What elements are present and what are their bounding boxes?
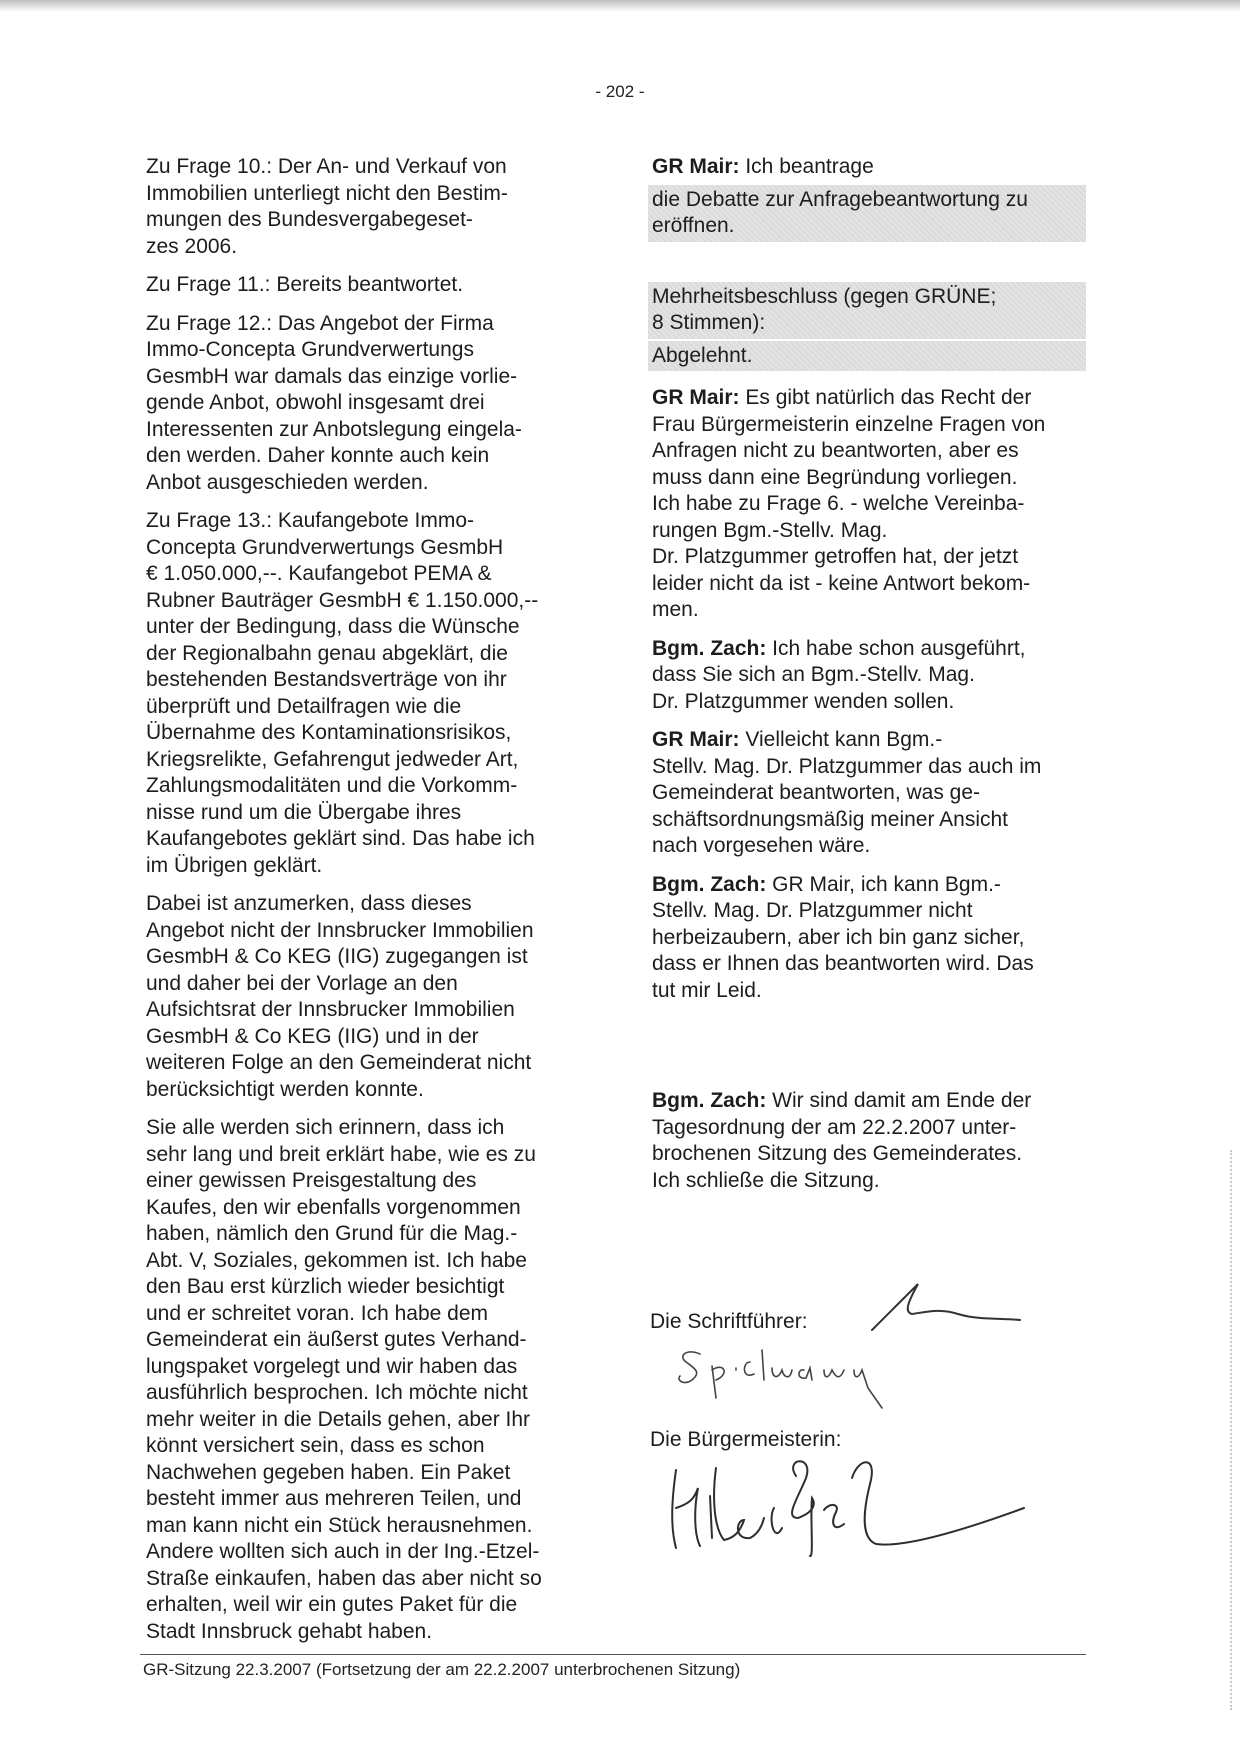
speeches xyxy=(652,385,1092,1004)
speaker-label: Bgm. Zach: xyxy=(652,872,767,896)
text-line: erhalten, weil wir ein gutes Paket für die xyxy=(146,1593,518,1616)
text-line: und daher bei der Vorlage an den xyxy=(146,971,458,995)
vote-box xyxy=(648,282,1086,339)
speech-text: Wir sind damit am Ende der xyxy=(766,1089,1032,1112)
text-line: Andere wollten sich auch in der Ing.-Etzel- xyxy=(146,1540,540,1563)
text-line: einer gewissen Preisgestaltung des xyxy=(146,1169,477,1192)
text-line: zes 2006. xyxy=(146,234,238,258)
text-line: nach vorgesehen wäre. xyxy=(652,834,871,857)
speech-text: Vielleicht kann Bgm.- xyxy=(739,728,943,751)
text-line: Gemeinderat beantworten, was ge- xyxy=(652,781,981,804)
text-line: GesmbH & Co KEG (IIG) zugegangen ist xyxy=(146,945,528,968)
mayor-signature xyxy=(664,1448,1054,1558)
left-column xyxy=(146,154,576,1657)
motion-text-box xyxy=(648,185,1086,242)
text-line: GesmbH war damals das einzige vorlie- xyxy=(146,364,518,388)
text-line: schäftsordnungsmäßig meiner Ansicht xyxy=(652,807,1009,831)
text-line: Tagesordnung der am 22.2.2007 unter- xyxy=(652,1115,1017,1139)
text-line: Frau Bürgermeisterin einzelne Fragen von xyxy=(652,412,1046,436)
motion-intro xyxy=(652,154,1092,181)
motion-first-line: Ich beantrage xyxy=(739,155,874,178)
text-line: Stellv. Mag. Dr. Platzgummer das auch im xyxy=(652,754,1042,778)
text-line: Übernahme des Kontaminationsrisikos, xyxy=(146,721,512,744)
speech-paragraph xyxy=(652,872,1092,1005)
text-line: Zahlungsmodalitäten und die Vorkomm- xyxy=(146,774,518,797)
text-line: Anbot ausgeschieden werden. xyxy=(146,470,429,494)
text-line: und er schreitet voran. Ich habe dem xyxy=(146,1301,489,1325)
text-line: Stellv. Mag. Dr. Platzgummer nicht xyxy=(652,899,973,922)
recorder-initial-signature xyxy=(868,1278,1028,1338)
vote-line: Mehrheitsbeschluss (gegen GRÜNE; xyxy=(652,284,997,308)
text-line: Angebot nicht der Innsbrucker Immobilien xyxy=(146,918,534,942)
text-line: im Übrigen geklärt. xyxy=(146,853,323,877)
text-line: Gemeinderat ein äußerst gutes Verhand- xyxy=(146,1328,527,1351)
page-number: - 202 - xyxy=(595,82,645,101)
text-line: Immo-Concepta Grundverwertungs xyxy=(146,338,474,361)
speech-first-line xyxy=(652,727,1092,754)
scan-edge-top xyxy=(0,0,1240,12)
text-line: Dr. Platzgummer wenden sollen. xyxy=(652,689,955,713)
text-line: bestehenden Bestandsverträge von ihr xyxy=(146,668,507,691)
text-line: Kaufangebotes geklärt sind. Das habe ich xyxy=(146,827,535,850)
recorder-signature xyxy=(672,1340,932,1410)
speaker-label: Bgm. Zach: xyxy=(652,1089,767,1112)
speaker-label: Bgm. Zach: xyxy=(652,636,767,660)
speech-text: GR Mair, ich kann Bgm.- xyxy=(766,872,1001,896)
text-line: Sie alle werden sich erinnern, dass ich xyxy=(146,1116,505,1139)
speaker-label: GR Mair: xyxy=(652,155,740,178)
text-line: muss dann eine Begründung vorliegen. xyxy=(652,465,1018,489)
text-line: berücksichtigt werden konnte. xyxy=(146,1077,424,1101)
scan-edge-right xyxy=(1230,1150,1234,1710)
text-line: den werden. Daher konnte auch kein xyxy=(146,444,490,467)
recorder-label: Die Schriftführer: xyxy=(650,1310,808,1333)
text-line: nisse rund um die Übergabe ihres xyxy=(146,800,462,824)
speech-text: Es gibt natürlich das Recht der xyxy=(739,386,1032,409)
text-line: Stadt Innsbruck gehabt haben. xyxy=(146,1619,433,1643)
text-line: gende Anbot, obwohl insgesamt drei xyxy=(146,391,485,414)
speech-first-line xyxy=(652,872,1092,899)
text-line: Anfragen nicht zu beantworten, aber es xyxy=(652,439,1019,462)
text-line: sehr lang und breit erklärt habe, wie es zu xyxy=(146,1142,536,1166)
text-line: Straße einkaufen, haben das aber nicht so xyxy=(146,1566,542,1590)
text-line: men. xyxy=(652,598,699,621)
speech-paragraph xyxy=(652,727,1092,860)
text-line: der Regionalbahn genau abgeklärt, die xyxy=(146,641,508,665)
text-line: Zu Frage 10.: Der An- und Verkauf von xyxy=(146,155,507,178)
text-line: besteht immer aus mehreren Teilen, und xyxy=(146,1487,522,1510)
text-line: man kann nicht ein Stück herausnehmen. xyxy=(146,1513,533,1537)
mayor-label: Die Bürgermeisterin: xyxy=(650,1428,842,1451)
text-line: weiteren Folge an den Gemeinderat nicht xyxy=(146,1051,532,1074)
text-line: Abt. V, Soziales, gekommen ist. Ich habe xyxy=(146,1248,527,1272)
text-line: brochenen Sitzung des Gemeinderates. xyxy=(652,1142,1023,1165)
speech-first-line xyxy=(652,1088,1092,1115)
paragraph-anmerkung xyxy=(146,891,576,1103)
text-line: herbeizaubern, aber ich bin ganz sicher, xyxy=(652,925,1025,949)
paragraph-frage-12 xyxy=(146,311,576,497)
text-line: dass er Ihnen das beantworten wird. Das xyxy=(652,952,1034,975)
vote-line: 8 Stimmen): xyxy=(652,311,766,334)
text-line: leider nicht da ist - keine Antwort bekom- xyxy=(652,571,1031,595)
text-line: lungspaket vorgelegt und wir haben das xyxy=(146,1354,518,1378)
text-line: den Bau erst kürzlich wieder besichtigt xyxy=(146,1275,505,1298)
text-line: Dabei ist anzumerken, dass dieses xyxy=(146,892,472,915)
text-line: tut mir Leid. xyxy=(652,978,762,1002)
closing-statement xyxy=(652,1088,1092,1194)
text-line: GesmbH & Co KEG (IIG) und in der xyxy=(146,1024,479,1048)
text-line: Kriegsrelikte, Gefahrengut jedweder Art, xyxy=(146,747,519,771)
motion-line: eröffnen. xyxy=(652,214,735,237)
text-line: Zu Frage 13.: Kaufangebote Immo- xyxy=(146,509,475,532)
vote-result: Abgelehnt. xyxy=(652,343,753,367)
text-line: dass Sie sich an Bgm.-Stellv. Mag. xyxy=(652,663,975,686)
speech-paragraph xyxy=(652,636,1092,716)
text-line: mehr weiter in die Details gehen, aber Ihr xyxy=(146,1407,531,1431)
text-line: Ich habe zu Frage 6. - welche Vereinba- xyxy=(652,492,1025,515)
text-line: Dr. Platzgummer getroffen hat, der jetzt xyxy=(652,545,1019,568)
result-box xyxy=(648,341,1086,372)
text-line: rungen Bgm.-Stellv. Mag. xyxy=(652,518,888,542)
text-line: Zu Frage 11.: Bereits beantwortet. xyxy=(146,273,464,296)
text-line: Immobilien unterliegt nicht den Bestim- xyxy=(146,181,508,205)
text-line: Zu Frage 12.: Das Angebot der Firma xyxy=(146,311,494,335)
footer-rule xyxy=(140,1654,1086,1655)
text-line: Concepta Grundverwertungs GesmbH xyxy=(146,535,504,559)
text-line: Ich schließe die Sitzung. xyxy=(652,1168,880,1192)
paragraph-frage-13 xyxy=(146,508,576,879)
text-line: haben, nämlich den Grund für die Mag.- xyxy=(146,1222,518,1245)
text-line: mungen des Bundesvergabegeset- xyxy=(146,208,473,231)
speech-paragraph xyxy=(652,385,1092,624)
text-line: Kaufes, den wir ebenfalls vorgenommen xyxy=(146,1195,521,1219)
right-column xyxy=(652,154,1092,1206)
text-line: überprüft und Detailfragen wie die xyxy=(146,694,462,718)
speech-first-line xyxy=(652,385,1092,412)
text-line: Aufsichtsrat der Innsbrucker Immobilien xyxy=(146,998,515,1021)
speech-text: Ich habe schon ausgeführt, xyxy=(766,636,1026,660)
speech-first-line xyxy=(652,636,1092,663)
text-line: Rubner Bauträger GesmbH € 1.150.000,-- xyxy=(146,588,539,612)
speaker-label: GR Mair: xyxy=(652,728,740,751)
text-line: könnt versichert sein, dass es schon xyxy=(146,1434,485,1457)
motion-line: die Debatte zur Anfragebeantwortung zu xyxy=(652,187,1028,211)
paragraph-frage-10 xyxy=(146,154,576,260)
text-line: Nachwehen gegeben haben. Ein Paket xyxy=(146,1460,511,1484)
speaker-label: GR Mair: xyxy=(652,386,740,409)
page-footer: GR-Sitzung 22.3.2007 (Fortsetzung der am 22.2.2007 unterbrochenen Sitzung) xyxy=(143,1660,741,1679)
text-line: unter der Bedingung, dass die Wünsche xyxy=(146,615,520,638)
paragraph-frage-11 xyxy=(146,272,576,299)
text-line: ausführlich besprochen. Ich möchte nicht xyxy=(146,1381,528,1404)
text-line: Interessenten zur Anbotslegung eingela- xyxy=(146,417,522,441)
paragraph-erinnerung xyxy=(146,1115,576,1645)
text-line: € 1.050.000,--. Kaufangebot PEMA & xyxy=(146,562,492,585)
